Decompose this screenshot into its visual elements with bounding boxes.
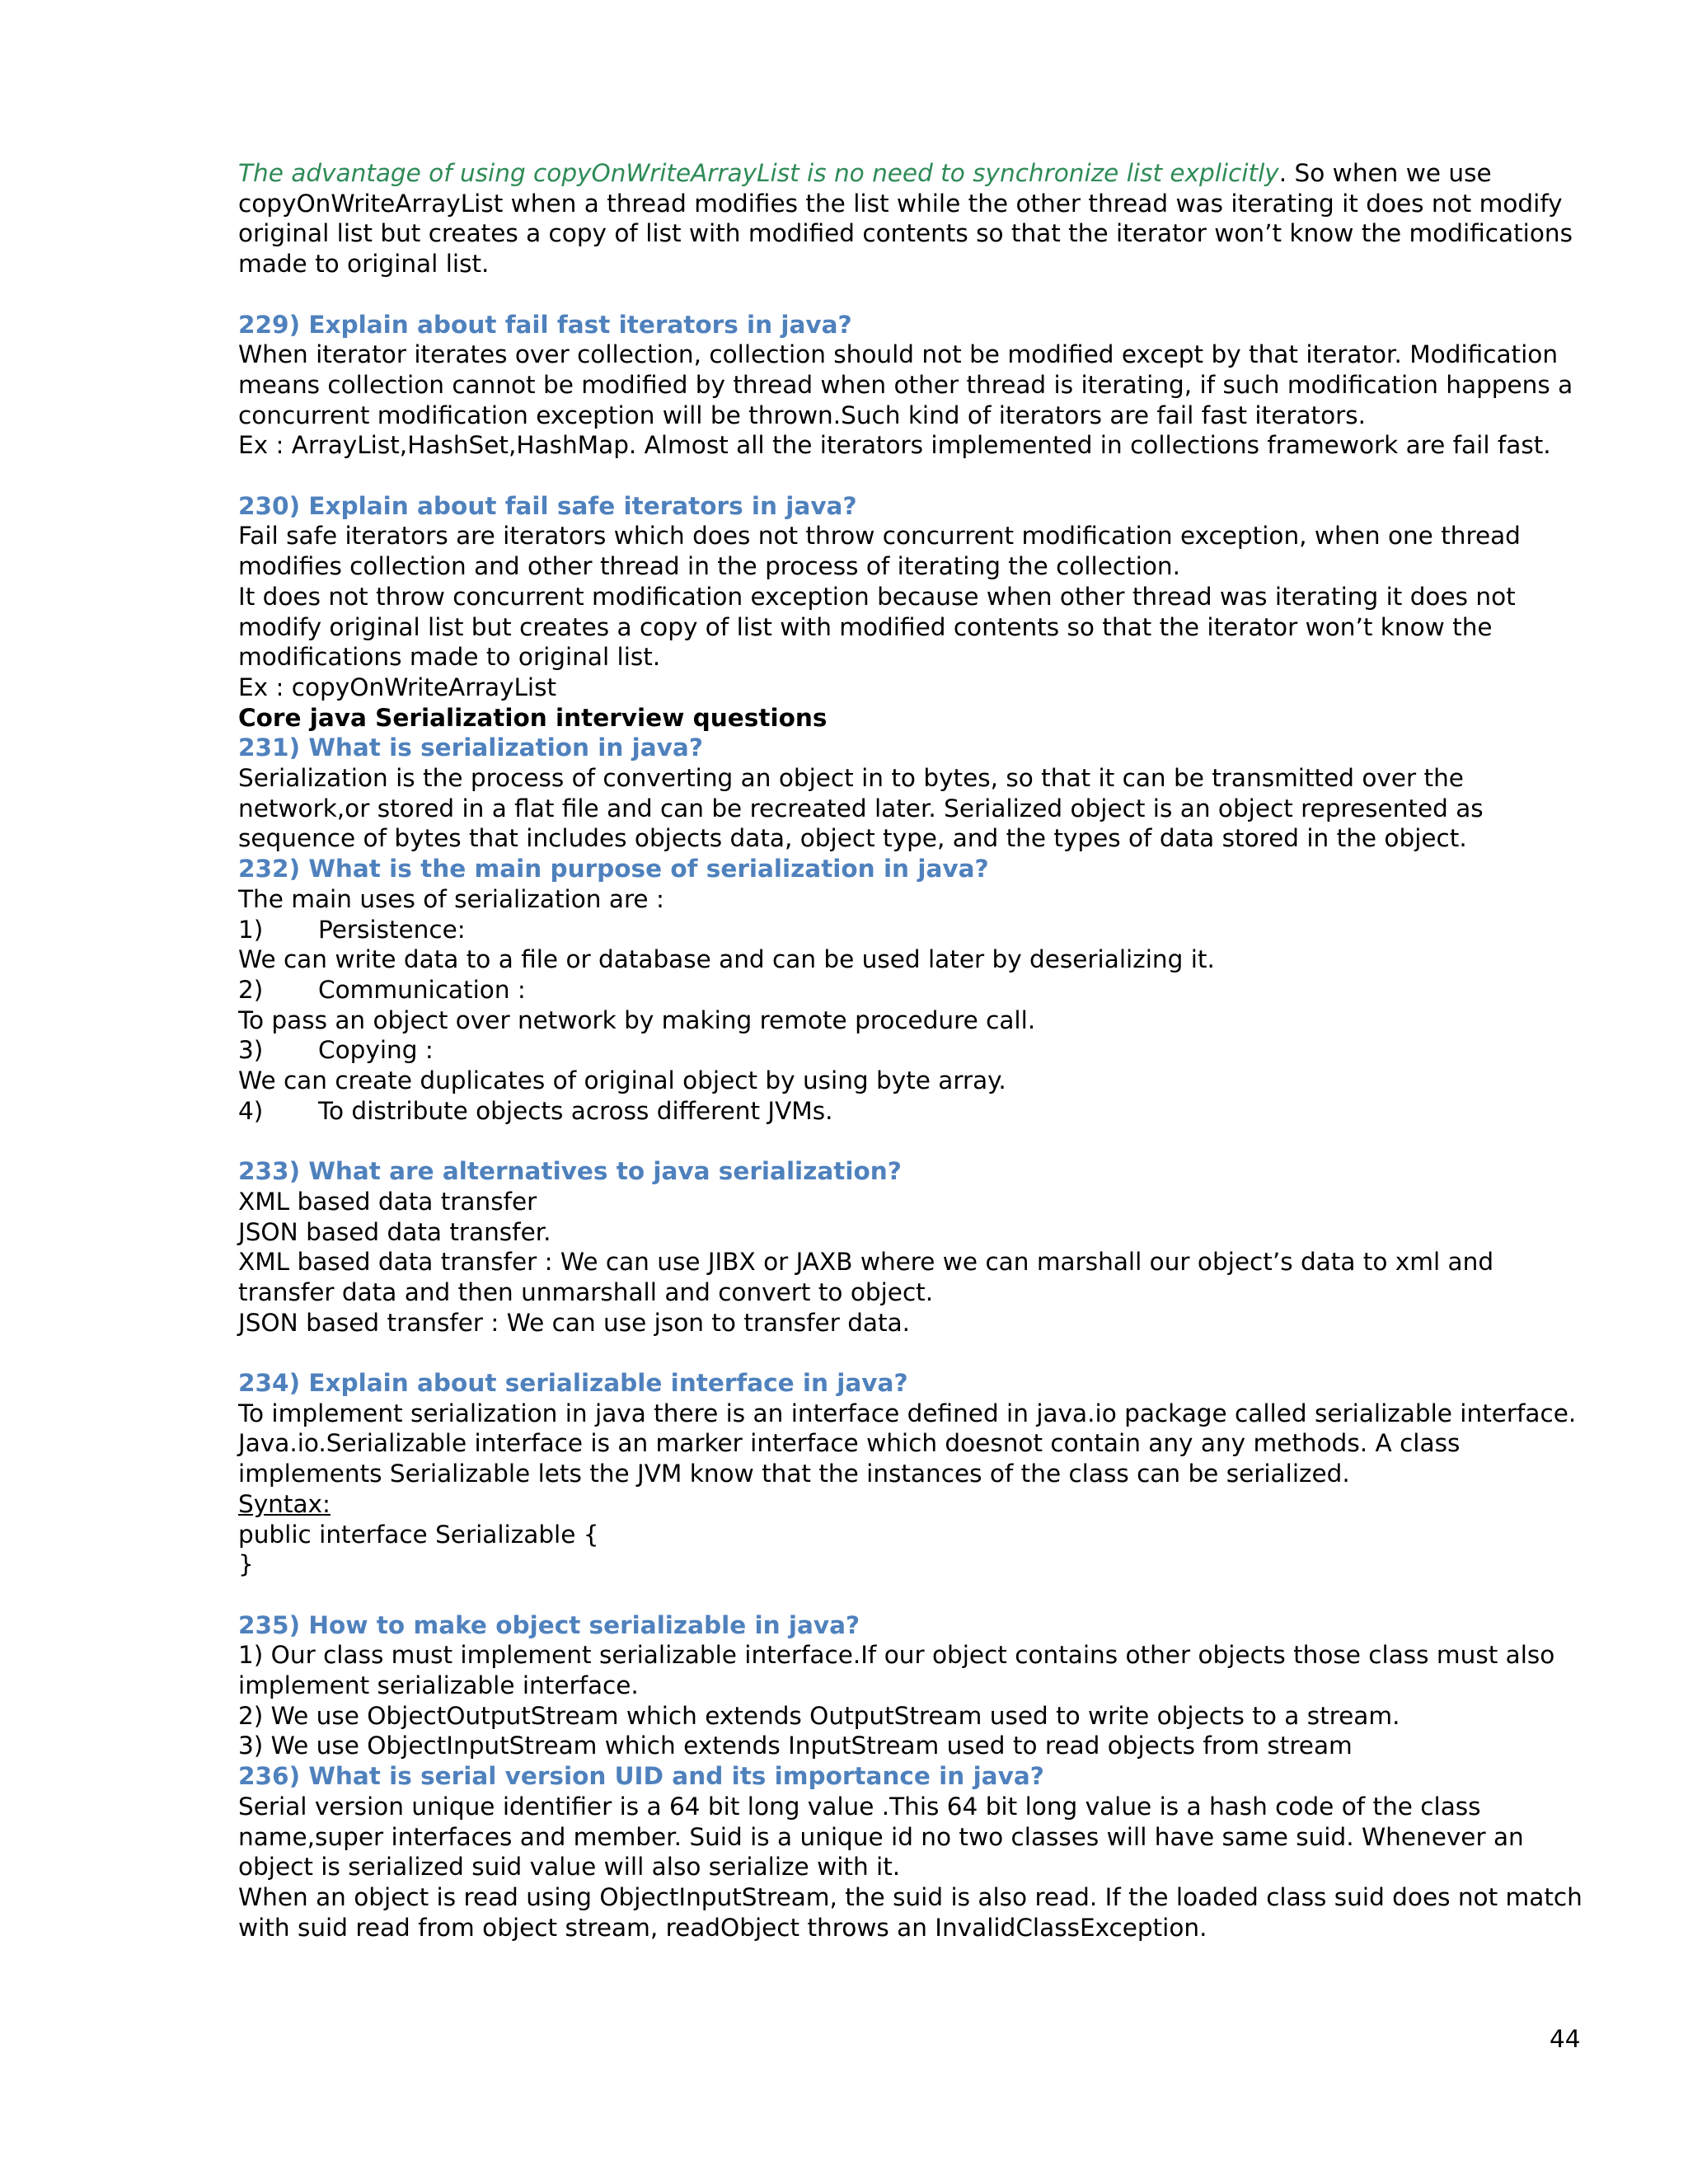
list-item-label: Communication : — [318, 975, 526, 1004]
list-item — [238, 1035, 1590, 1066]
question-231-heading: 231) What is serialization in java? — [238, 733, 703, 762]
question-235-text: 1) Our class must implement serializable interface.If our object contains other objects those class must also implement serializable interface. — [238, 1641, 1555, 1700]
question-231-text: Serialization is the process of converting an object in to bytes, so that it can be transmitted over the network,or stored in a flat file and can be recreated later. Serialized object is an object represented as sequence of bytes that includes objects data, object type, and the types of data stored in the object. — [238, 764, 1484, 853]
page-number: 44 — [1550, 2025, 1581, 2053]
question-234-text: To implement serialization in java there is an interface defined in java.io package called serializable interface. Java.io.Serializable interface is an marker interface which doesnot contain any any methods. A class implements Serializable lets the JVM know that the instances of the class can be serialized. — [238, 1399, 1577, 1488]
question-233-text: JSON based transfer : We can use json to transfer data. — [238, 1308, 911, 1337]
intro-paragraph — [238, 158, 1590, 279]
code-line: } — [238, 1550, 254, 1579]
list-item-number: 1) — [238, 915, 264, 944]
question-233-text: JSON based data transfer. — [238, 1217, 551, 1246]
list-item-description: We can write data to a file or database and can be used later by deserializing it. — [238, 945, 1215, 974]
list-item — [238, 915, 1590, 945]
syntax-label: Syntax: — [238, 1489, 331, 1518]
question-229-example: Ex : ArrayList,HashSet,HashMap. Almost all the iterators implemented in collections framework are fail fast. — [238, 431, 1551, 460]
list-item-label: To distribute objects across different JVMs. — [318, 1096, 833, 1125]
code-line: public interface Serializable { — [238, 1520, 599, 1549]
list-item-label: Copying : — [318, 1036, 434, 1065]
list-item-label: Persistence: — [318, 915, 466, 944]
question-236-text: When an object is read using ObjectInputStream, the suid is also read. If the loaded class suid does not match with suid read from object stream, readObject throws an InvalidClassException. — [238, 1883, 1582, 1942]
question-233-text: XML based data transfer — [238, 1187, 537, 1216]
question-229-text: When iterator iterates over collection, collection should not be modified except by that iterator. Modification means collection cannot be modified by thread when other thread is iterating, if such modification happens a concurrent modification exception will be thrown.Such kind of iterators are fail fast iterators. — [238, 340, 1573, 429]
question-234-heading: 234) Explain about serializable interface in java? — [238, 1369, 908, 1398]
question-232-heading: 232) What is the main purpose of serialization in java? — [238, 855, 989, 883]
section-title: Core java Serialization interview questions — [238, 703, 828, 732]
question-230-text: It does not throw concurrent modification exception because when other thread was iterating it does not modify original list but creates a copy of list with modified contents so that the iterator won’t know the modifications made to original list. — [238, 582, 1516, 672]
list-item-description: We can create duplicates of original object by using byte array. — [238, 1066, 1006, 1095]
question-233-heading: 233) What are alternatives to java serialization? — [238, 1157, 902, 1186]
question-236-text: Serial version unique identifier is a 64 bit long value .This 64 bit long value is a hash code of the class name,super interfaces and member. Suid is a unique id no two classes will have same suid. Whenever an object is serialized suid value will also serialize with it. — [238, 1792, 1524, 1882]
list-item-number: 4) — [238, 1096, 264, 1125]
list-item-description: To pass an object over network by making remote procedure call. — [238, 1005, 1036, 1034]
question-235-text: 3) We use ObjectInputStream which extends InputStream used to read objects from stream — [238, 1732, 1353, 1760]
question-235-text: 2) We use ObjectOutputStream which extends OutputStream used to write objects to a stream. — [238, 1701, 1400, 1730]
question-230-text: Fail safe iterators are iterators which does not throw concurrent modification exception, when one thread modifies collection and other thread in the process of iterating the collection. — [238, 522, 1521, 581]
question-230-heading: 230) Explain about fail safe iterators in java? — [238, 491, 857, 520]
question-229-heading: 229) Explain about fail fast iterators in java? — [238, 310, 852, 339]
question-236-heading: 236) What is serial version UID and its importance in java? — [238, 1762, 1044, 1791]
question-235-heading: 235) How to make object serializable in java? — [238, 1610, 860, 1639]
question-230-example: Ex : copyOnWriteArrayList — [238, 673, 557, 701]
list-item — [238, 1096, 1590, 1127]
list-item — [238, 975, 1590, 1005]
question-232-intro: The main uses of serialization are : — [238, 884, 664, 913]
question-233-text: XML based data transfer : We can use JIBX or JAXB where we can marshall our object’s data to xml and transfer data and then unmarshall and convert to object. — [238, 1248, 1494, 1306]
intro-rest: . So when we use copyOnWriteArrayList when a thread modifies the list while the other thread was iterating it does not modify original list but creates a copy of list with modified contents so that the iterator won’t know the modifications made to original list. — [238, 159, 1573, 279]
page-content — [238, 158, 1590, 1943]
list-item-number: 3) — [238, 1036, 264, 1065]
list-item-number: 2) — [238, 975, 264, 1004]
intro-italic: The advantage of using copyOnWriteArrayList is no need to synchronize list explicitly — [238, 159, 1279, 187]
